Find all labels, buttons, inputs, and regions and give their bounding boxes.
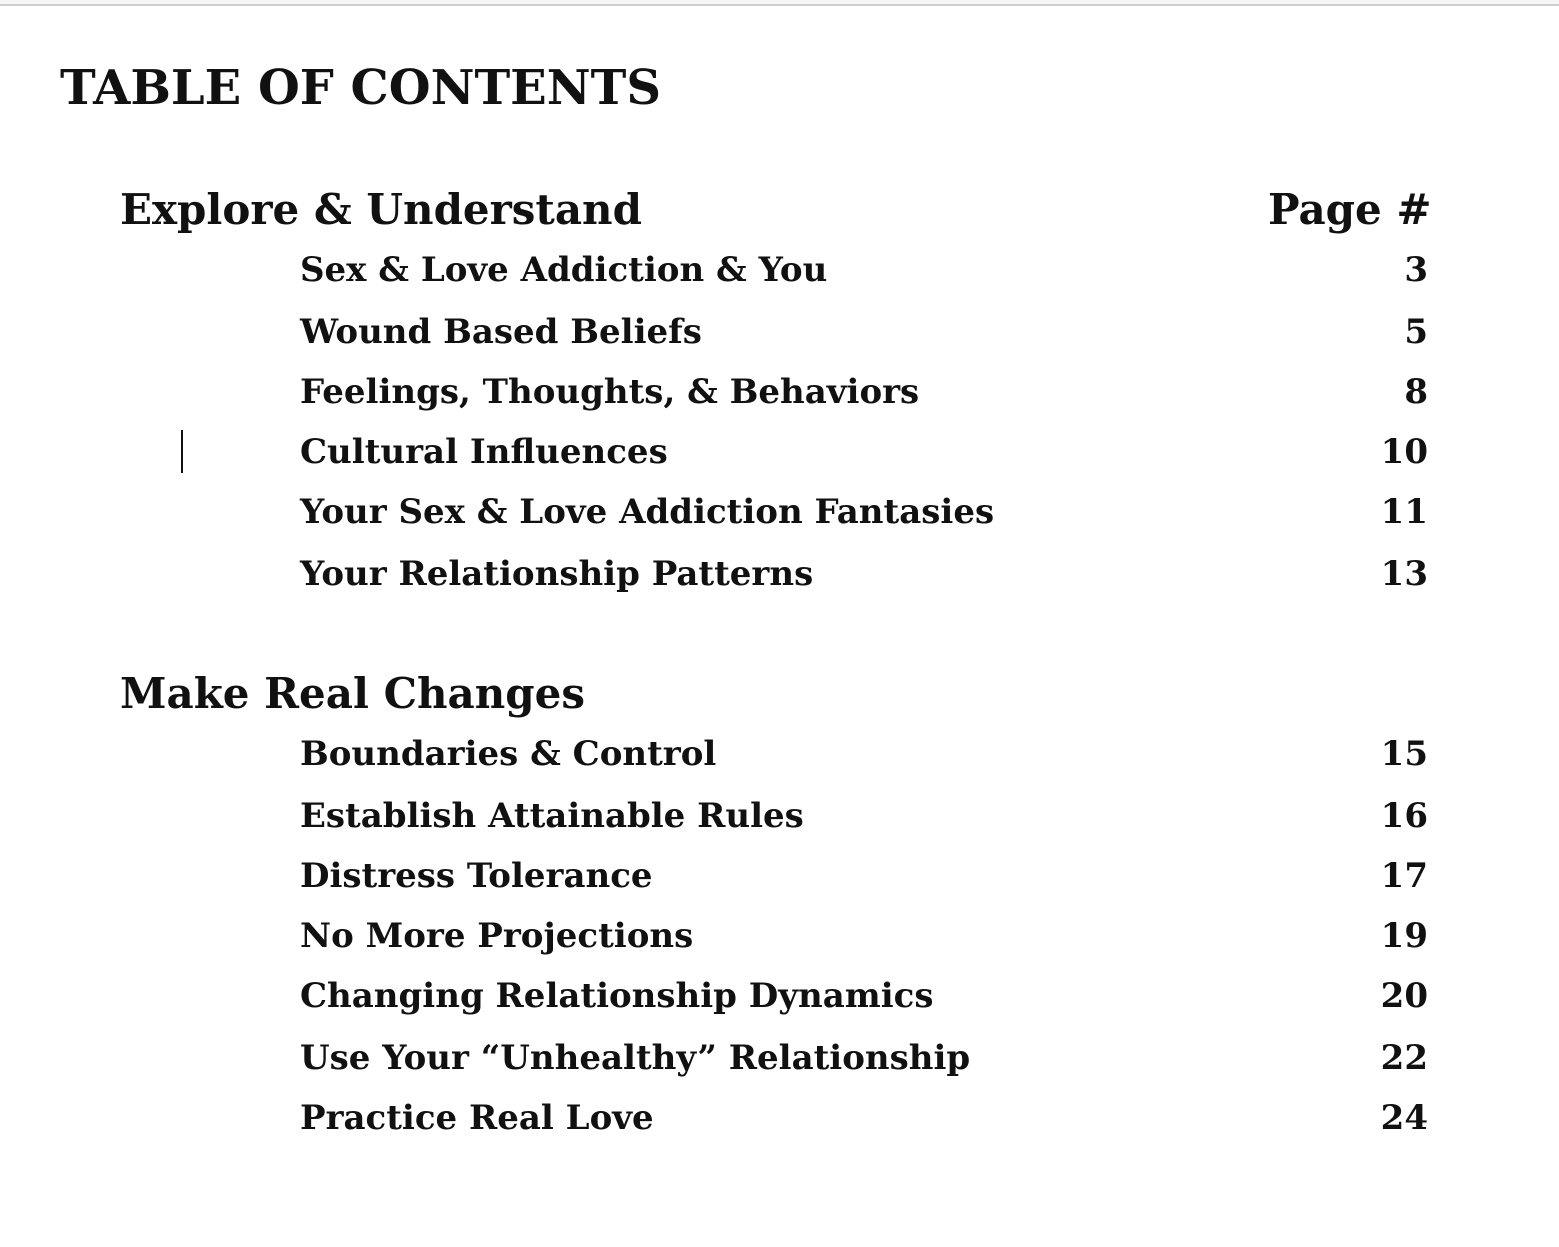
toc-entry-page: 22: [1380, 1038, 1428, 1078]
toc-entry-title: Use Your “Unhealthy” Relationship: [300, 1038, 971, 1078]
toc-entry[interactable]: [300, 370, 1428, 414]
page-column-heading: Page #: [1268, 185, 1432, 234]
toc-entry-page: 3: [1404, 250, 1428, 290]
toc-entry[interactable]: [300, 794, 1428, 838]
toc-entry-page: 16: [1380, 796, 1428, 836]
toc-entry-page: 15: [1380, 734, 1428, 774]
toc-entry-title: Sex & Love Addiction & You: [300, 250, 828, 290]
toc-entry-page: 5: [1404, 312, 1428, 352]
window-top-edge: [0, 0, 1559, 6]
toc-entry-title: Your Sex & Love Addiction Fantasies: [300, 492, 995, 532]
toc-entry[interactable]: [300, 974, 1428, 1018]
toc-entry-page: 8: [1404, 372, 1428, 412]
toc-entry[interactable]: [300, 732, 1428, 776]
toc-entry[interactable]: [300, 310, 1428, 354]
toc-entry[interactable]: [300, 1096, 1428, 1140]
toc-entry-page: 11: [1380, 492, 1428, 532]
text-insertion-cursor: [181, 430, 183, 473]
section-heading-changes: Make Real Changes: [120, 669, 586, 718]
toc-entry-title: Your Relationship Patterns: [300, 554, 814, 594]
toc-entry-page: 17: [1380, 856, 1428, 896]
toc-entry[interactable]: [300, 1036, 1428, 1080]
toc-entry-title: Changing Relationship Dynamics: [300, 976, 934, 1016]
toc-entry-title: No More Projections: [300, 916, 694, 956]
page-title: TABLE OF CONTENTS: [60, 60, 662, 116]
toc-entry[interactable]: [300, 490, 1428, 534]
toc-entry-title: Practice Real Love: [300, 1098, 654, 1138]
toc-entry-title: Boundaries & Control: [300, 734, 717, 774]
toc-entry[interactable]: [300, 248, 1428, 292]
toc-entry[interactable]: [300, 552, 1428, 596]
toc-entry-page: 13: [1380, 554, 1428, 594]
toc-entry-page: 19: [1380, 916, 1428, 956]
toc-entry-title: Distress Tolerance: [300, 856, 653, 896]
toc-entry[interactable]: [300, 854, 1428, 898]
toc-entry-page: 24: [1380, 1098, 1428, 1138]
toc-entry-page: 10: [1380, 432, 1428, 472]
toc-entry-title: Cultural Influences: [300, 432, 668, 472]
toc-entry-title: Wound Based Beliefs: [300, 312, 702, 352]
toc-entry-title: Establish Attainable Rules: [300, 796, 804, 836]
toc-entry-title: Feelings, Thoughts, & Behaviors: [300, 372, 920, 412]
section-heading-explore: Explore & Understand: [120, 185, 642, 234]
toc-entry[interactable]: [300, 914, 1428, 958]
toc-entry-page: 20: [1380, 976, 1428, 1016]
toc-entry[interactable]: [300, 430, 1428, 474]
